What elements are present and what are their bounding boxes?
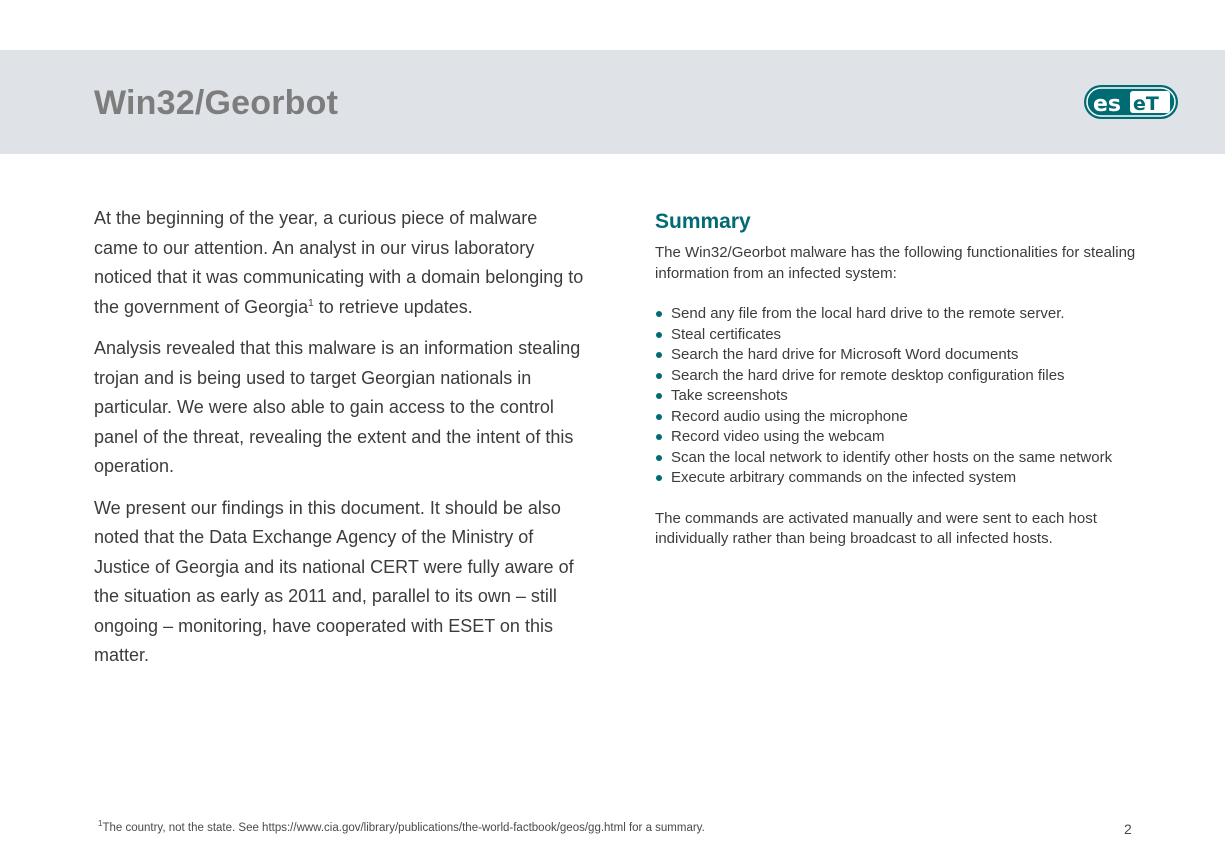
eset-logo-icon [1083, 84, 1179, 120]
intro-column [94, 204, 584, 683]
summary-closing: The commands are activated manually and were sent to each host individually rather than being broadcast to all infected hosts. [655, 509, 1097, 547]
bullet-icon [656, 332, 662, 338]
list-item: Scan the local network to identify other hosts on the same network [655, 448, 1155, 469]
bullet-icon [656, 311, 662, 317]
intro-paragraph-3: We present our findings in this document. It should be also noted that the Data Exchange Agency of the Ministry of Justice of Georgia and its national CERT were fully aware of the situation as early as 2011 and, parallel to its own – still ongoing – monitoring, have cooperated with ESET on this matter. [94, 497, 574, 665]
document-title: Win32/Georbot [94, 84, 339, 122]
list-item: Send any file from the local hard drive to the remote server. [655, 304, 1155, 325]
list-item: Record audio using the microphone [655, 407, 1155, 428]
bullet-icon [656, 393, 662, 399]
summary-heading: Summary [655, 210, 751, 233]
list-item: Search the hard drive for Microsoft Word documents [655, 345, 1155, 366]
footnote-reference[interactable]: 1 [308, 297, 314, 309]
svg-text:es: es [1093, 92, 1122, 117]
list-item: Execute arbitrary commands on the infected system [655, 468, 1155, 489]
bullet-icon [656, 455, 662, 461]
footnote-marker: 1 [98, 819, 103, 829]
footnote-text: The country, not the state. See https://www.cia.gov/library/publications/the-world-factbook/geos/gg.html for a summary. [102, 822, 705, 834]
eset-logo [1083, 84, 1179, 120]
summary-lead: The Win32/Georbot malware has the following functionalities for stealing information from an infected system: [655, 244, 1136, 282]
summary-column [655, 210, 1155, 550]
page-number: 2 [1124, 821, 1132, 837]
bullet-icon [656, 352, 662, 358]
intro-paragraph-1: At the beginning of the year, a curious piece of malware came to our attention. An analyst in our virus laboratory noticed that it was communicating with a domain belonging to the government of Georgia$^1$ to retrieve updates. [94, 208, 584, 317]
intro-paragraph-2: Analysis revealed that this malware is an information stealing trojan and is being used to target Georgian nationals in particular. We were also able to gain access to the control panel of the threat, revealing the extent and the intent of this operation. [94, 338, 581, 476]
list-item: Steal certificates [655, 325, 1155, 346]
list-item: Record video using the webcam [655, 427, 1155, 448]
footnote [98, 819, 705, 834]
bullet-icon [656, 434, 662, 440]
functionality-list [655, 304, 1155, 489]
bullet-icon [656, 475, 662, 481]
bullet-icon [656, 414, 662, 420]
svg-text:eT: eT [1133, 93, 1159, 115]
list-item: Search the hard drive for remote desktop configuration files [655, 366, 1155, 387]
bullet-icon [656, 373, 662, 379]
list-item: Take screenshots [655, 386, 1155, 407]
